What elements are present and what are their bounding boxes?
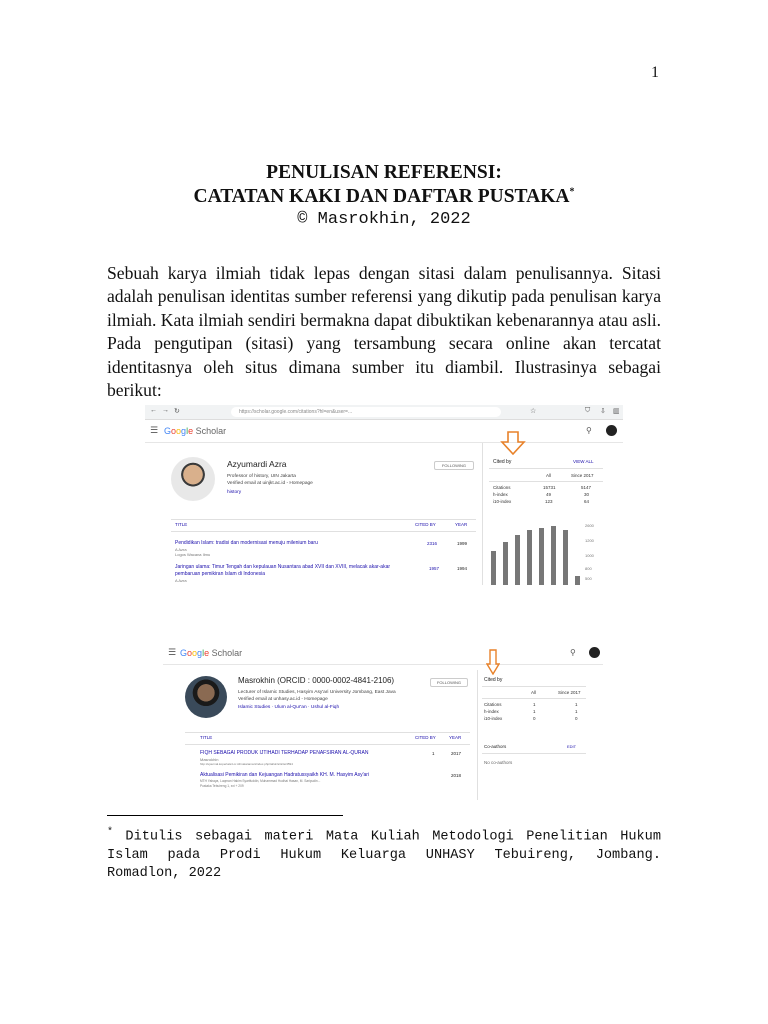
col-since: Since 2017 <box>571 473 594 478</box>
article-title: FIQH SEBAGAI PRODUK IJTIHADI TERHADAP PENAFSIRAN AL-QURAN <box>200 750 369 756</box>
profile-affiliation: Lecturer of Islamic Studies, Hasyim Asy'ari University Jombang, East Java <box>238 690 396 695</box>
y-tick: 2600 <box>585 523 594 528</box>
scholar-header <box>163 642 603 665</box>
google-scholar-logo: Google Scholar <box>164 426 227 436</box>
menu-icon: ☰ <box>150 425 159 435</box>
cited-by-label: Cited by <box>484 677 503 683</box>
profile-photo <box>171 457 215 501</box>
metric-all: 15731 <box>543 485 556 490</box>
metric-name: h-index <box>493 492 508 497</box>
copyright-line: © Masrokhin, 2022 <box>297 210 471 229</box>
footnote <box>107 824 661 883</box>
citation-bar <box>515 535 520 585</box>
menu-icon: ☰ <box>168 647 177 657</box>
browser-chrome <box>145 405 623 420</box>
document-title-line2 <box>0 186 768 208</box>
metric-since: 1 <box>575 709 578 714</box>
article-authors: MTH Yahaya, Luqman Hakim Syarifuddin, Muhammad Hudhai Hasan, M. Saripudin... <box>200 779 321 783</box>
article-source: Pustaka Tebuireng 1, xxi + 209 <box>200 784 244 788</box>
y-tick: 1000 <box>585 553 594 558</box>
citation-bar <box>575 576 580 585</box>
profile-interests: history <box>227 490 242 495</box>
search-icon: ⚲ <box>570 648 576 657</box>
article-title: Pendidikan Islam: tradisi dan modernisasi menuju milenium baru <box>175 540 318 546</box>
y-tick: 1200 <box>585 538 594 543</box>
y-tick: 800 <box>585 566 592 571</box>
metric-all: 1 <box>533 702 536 707</box>
article-year: 2017 <box>451 751 462 756</box>
metric-name: Citations <box>493 485 511 490</box>
scholar-screenshot-masrokhin <box>163 642 603 800</box>
coauthors-label: Co-authors <box>484 744 507 749</box>
col-all: All <box>546 473 552 478</box>
metric-since: 5147 <box>581 485 592 490</box>
scholar-screenshot-azra <box>145 405 623 585</box>
metric-name: i10-index <box>493 499 512 504</box>
article-year: 2018 <box>451 773 462 778</box>
forward-icon: → <box>162 407 169 414</box>
col-title: TITLE <box>175 522 188 527</box>
scholar-header <box>145 420 623 443</box>
article-title: Jaringan ulama: Timur Tengah dan kepulauan Nusantara abad XVII dan XVIII, melacak akar-akar pembaruan pemikiran Islam di Indonesia <box>175 564 391 577</box>
footnote-separator <box>107 815 343 816</box>
footnote-mark: * <box>107 827 114 838</box>
page-number: 1 <box>651 64 659 81</box>
no-coauthors-text: No co-authors <box>484 760 513 765</box>
col-since: Since 2017 <box>558 690 581 695</box>
follow-button: FOLLOWING <box>430 678 468 687</box>
account-avatar <box>589 647 600 658</box>
metric-all: 49 <box>546 492 552 497</box>
shield-icon: ⛉ <box>585 407 591 414</box>
y-tick: 500 <box>585 576 592 581</box>
article-year: 1999 <box>457 541 468 546</box>
col-title: TITLE <box>200 735 213 740</box>
body-paragraph: Sebuah karya ilmiah tidak lepas dengan sitasi dalam penulisannya. Sitasi adalah penulisan identitas sumber referensi yang dikutip pada penulisan karya ilmiah. Kata ilmiah sendiri bermakna dapat dibuktikan kebenarannya atau asli. Pada pengutipan (sitasi) yang tersambung secara online akan tercatat identitasnya oleh situs dimana sumber itu diambil. Ilustrasinya sebagai berikut: <box>107 263 661 401</box>
article-authors: Masrokhin <box>200 757 219 762</box>
col-year: YEAR <box>455 522 468 527</box>
search-icon: ⚲ <box>586 426 592 435</box>
metric-since: 64 <box>584 499 590 504</box>
citation-bar <box>539 528 544 585</box>
article-authors: A Azra <box>175 578 187 583</box>
view-all-link: VIEW ALL <box>573 459 594 464</box>
article-cited: 1957 <box>429 566 440 571</box>
citation-bar <box>527 530 532 585</box>
back-icon: ← <box>150 407 157 414</box>
title-footnote-mark: * <box>569 186 575 198</box>
col-cited-by: CITED BY <box>415 522 436 527</box>
follow-button: FOLLOWING <box>434 461 474 470</box>
down-arrow-icon <box>486 649 500 675</box>
metric-all: 1 <box>533 709 536 714</box>
col-all: All <box>531 690 537 695</box>
profile-name: Masrokhin (ORCID : 0000-0002-4841-2106) <box>238 676 395 685</box>
citation-bar <box>503 542 508 585</box>
metric-since: 0 <box>575 716 578 721</box>
citation-bar <box>551 526 556 585</box>
reload-icon: ↻ <box>174 408 180 415</box>
metric-since: 30 <box>584 492 590 497</box>
cited-by-panel <box>482 443 603 585</box>
profile-email: Verified email at unhasy.ac.id - Homepage <box>238 697 328 702</box>
article-cited: 2316 <box>427 541 438 546</box>
title-line2-text: CATATAN KAKI DAN DAFTAR PUSTAKA <box>193 186 570 207</box>
citation-bar <box>491 551 496 585</box>
metric-since: 1 <box>575 702 578 707</box>
metric-all: 123 <box>545 499 553 504</box>
article-title: Aktualisasi Pemikiran dan Kejuangan Hadratussyaikh KH. M. Hasyim Asy'ari <box>200 772 370 778</box>
down-arrow-icon <box>500 431 526 455</box>
article-cited: 1 <box>432 751 435 756</box>
article-year: 1994 <box>457 566 468 571</box>
citation-bar <box>563 530 568 585</box>
download-icon: ⇩ <box>600 408 606 415</box>
article-source: Logos Wacana Ilmu <box>175 552 211 557</box>
article-source: http://ejournal.kopertais4.or.id/mataraman/index.php/tafsir/article/4594 <box>200 762 293 766</box>
metric-all: 0 <box>533 716 536 721</box>
article-authors: A Azra <box>175 547 187 552</box>
document-title-line1: PENULISAN REFERENSI: <box>266 162 502 183</box>
footnote-text: Ditulis sebagai materi Mata Kuliah Metodologi Penelitian Hukum Islam pada Prodi Hukum Keluarga UNHASY Tebuireng, Jombang. Romadlon, 2022 <box>107 829 661 881</box>
google-scholar-logo: Google Scholar <box>180 648 243 658</box>
profile-interests: Islamic Studies · Ulum al-Qur'an · Ushul al-Fiqh <box>238 705 340 710</box>
coauthors-edit-link: EDIT <box>567 744 577 749</box>
col-year: YEAR <box>449 735 462 740</box>
cited-by-panel <box>477 670 590 800</box>
profile-affiliation: Professor of history, UIN Jakarta <box>227 474 296 479</box>
metric-name: Citations <box>484 702 502 707</box>
url-bar: https://scholar.google.com/citations?hl=en&user=... <box>231 407 501 417</box>
profile-photo <box>185 676 227 718</box>
col-cited-by: CITED BY <box>415 735 436 740</box>
star-icon: ☆ <box>530 408 537 415</box>
extensions-icon: ▥ <box>613 408 620 415</box>
metric-name: i10-index <box>484 716 503 721</box>
cited-by-label: Cited by <box>493 459 512 465</box>
profile-name: Azyumardi Azra <box>227 459 287 469</box>
account-avatar <box>606 425 617 436</box>
profile-email: Verified email at uinjkt.ac.id - Homepage <box>227 481 313 486</box>
metric-name: h-index <box>484 709 499 714</box>
